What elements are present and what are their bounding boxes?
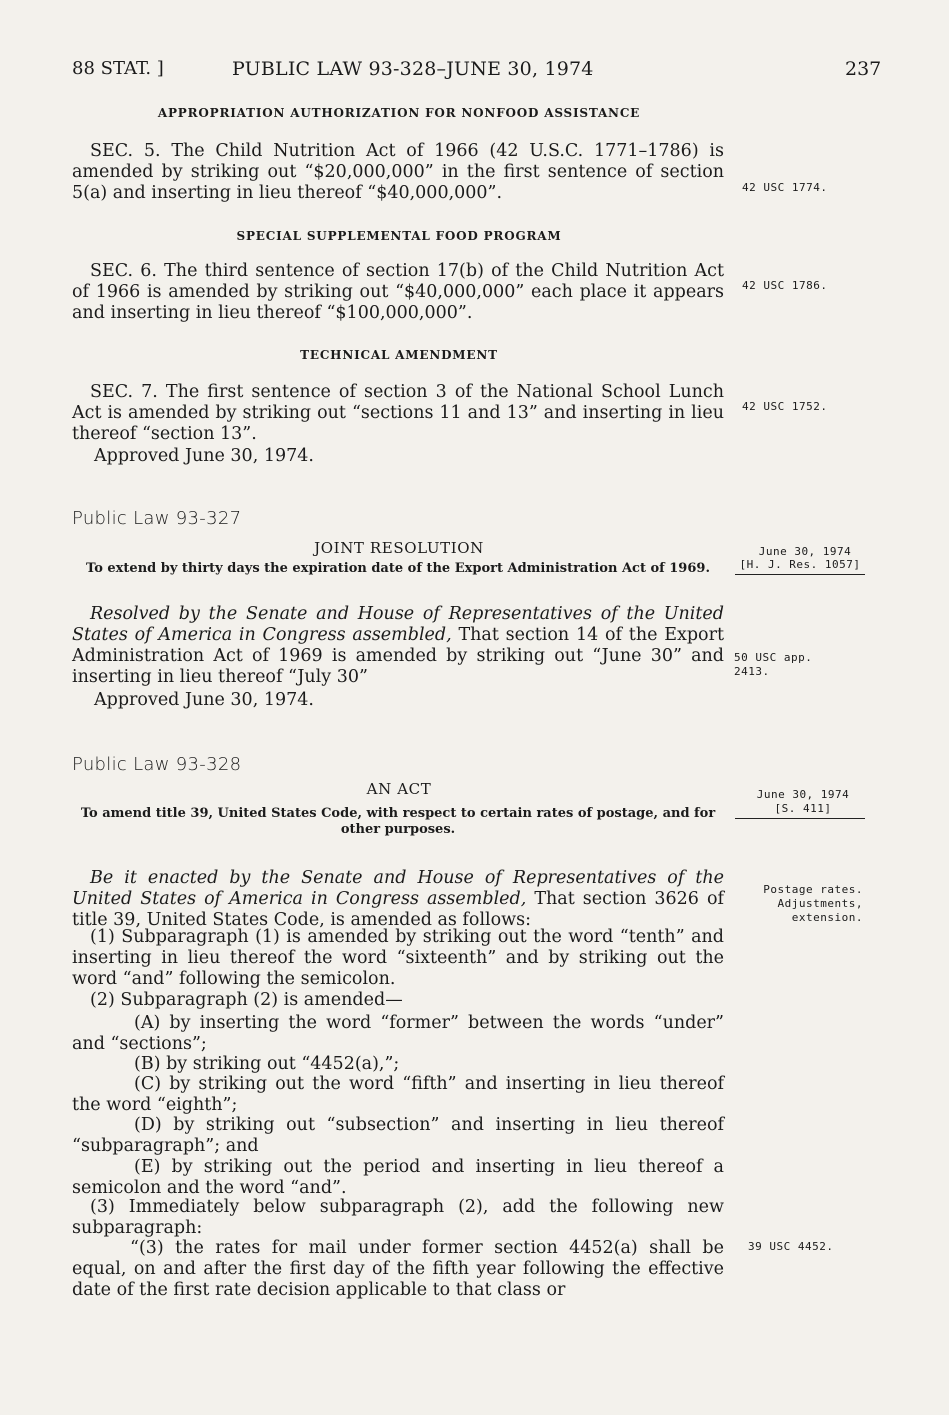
pl328-item-3: (3) Immediately below subparagraph (2), add the following new subparagraph: [72,1197,724,1238]
pl328-item-2b: (B) by striking out “4452(a),”; [134,1054,400,1074]
pl328-title: Public Law 93-328 [72,754,242,775]
pl328-text [72,868,724,931]
pl328-body: That section 3626 of title 39, United States Code, is amended as follows: [72,889,724,930]
pl327-margin-note: 50 USC app. 2413. [734,651,813,678]
pl327-note-rule [735,574,865,575]
pl328-item-2a: (A) by inserting the word “former” between the words “under” and “sections”; [72,1013,724,1054]
sec5-text: SEC. 5. The Child Nutrition Act of 1966 (42 U.S.C. 1771–1786) is amended by striking out “$20,000,000” in the first sentence of section 5(a) and inserting in lieu thereof “$40,000,000”. [72,141,724,203]
pl327-purpose: To extend by thirty days the expiration date of the Export Administration Act of 1969. [86,561,710,576]
pl328-4452-note: 39 USC 4452. [748,1240,834,1253]
pl328-quoted-3: “(3) the rates for mail under former section 4452(a) shall be equal, on and after the first day of the fifth year following the effective date of the first rate decision applicable to that class or [72,1238,724,1300]
pl327-approved: Approved June 30, 1974. [94,690,314,710]
pl328-item-2: (2) Subparagraph (2) is amended— [90,990,403,1010]
pl327-bill-note: [H. J. Res. 1057] [739,558,861,571]
pl328-item-1: (1) Subparagraph (1) is amended by striking out the word “tenth” and inserting in lieu thereof the word “sixteenth” and by striking out the word “and” following the semicolon. [72,927,724,989]
sec6-text: SEC. 6. The third sentence of section 17(b) of the Child Nutrition Act of 1966 is amended by striking out “$40,000,000” each place it appears and inserting in lieu thereof “$100,000,000”. [72,261,724,323]
pl328-note-rule [735,818,865,819]
running-head: PUBLIC LAW 93-328–JUNE 30, 1974 [232,58,594,80]
pl328-enacting-clause: Be it enacted by the Senate and House of Representatives of the United States of America in Congress assembled, [72,868,724,909]
pl328-item-2e: (E) by striking out the period and inserting in lieu thereof a semicolon and the word “and”. [72,1157,724,1198]
sec7-text: SEC. 7. The first sentence of section 3 of the National School Lunch Act is amended by striking out “sections 11 and 13” and inserting in lieu thereof “section 13”. [72,382,724,444]
sec5-margin-note: 42 USC 1774. [742,181,828,194]
pl327-type: JOINT RESOLUTION [314,539,484,557]
sec6-heading: SPECIAL SUPPLEMENTAL FOOD PROGRAM [236,229,562,243]
sec6-margin-note: 42 USC 1786. [742,279,828,292]
sec7-approved: Approved June 30, 1974. [94,446,314,466]
sec7-margin-note: 42 USC 1752. [742,400,828,413]
pl328-bill-note: [S. 411] [774,802,832,815]
pl328-item-2c: (C) by striking out the word “fifth” and inserting in lieu thereof the word “eighth”; [72,1074,724,1115]
pl327-title: Public Law 93-327 [72,508,242,529]
pl328-item-2d: (D) by striking out “subsection” and inserting in lieu thereof “subparagraph”; and [72,1115,724,1156]
sec5-heading: APPROPRIATION AUTHORIZATION FOR NONFOOD ASSISTANCE [157,106,641,120]
pl328-side-note: Postage rates. Adjustments, extension. [763,883,863,924]
sec7-heading: TECHNICAL AMENDMENT [300,348,498,362]
pl327-date-note: June 30, 1974 [758,545,852,558]
page-number: 237 [845,58,882,80]
pl328-date-note: June 30, 1974 [756,788,850,801]
pl328-purpose: To amend title 39, United States Code, with respect to certain rates of postage, and for other purposes. [80,806,716,837]
pl327-body: That section 14 of the Export Administration Act of 1969 is amended by striking out “June 30” and inserting in lieu thereof “July 30” [72,625,724,687]
pl328-type: AN ACT [366,780,432,798]
statute-volume-ref: 88 STAT. ] [72,58,164,79]
pl327-text [72,604,724,688]
pl327-enacting-clause: Resolved by the Senate and House of Representatives of the United States of America in Congress assembled, [72,604,724,645]
